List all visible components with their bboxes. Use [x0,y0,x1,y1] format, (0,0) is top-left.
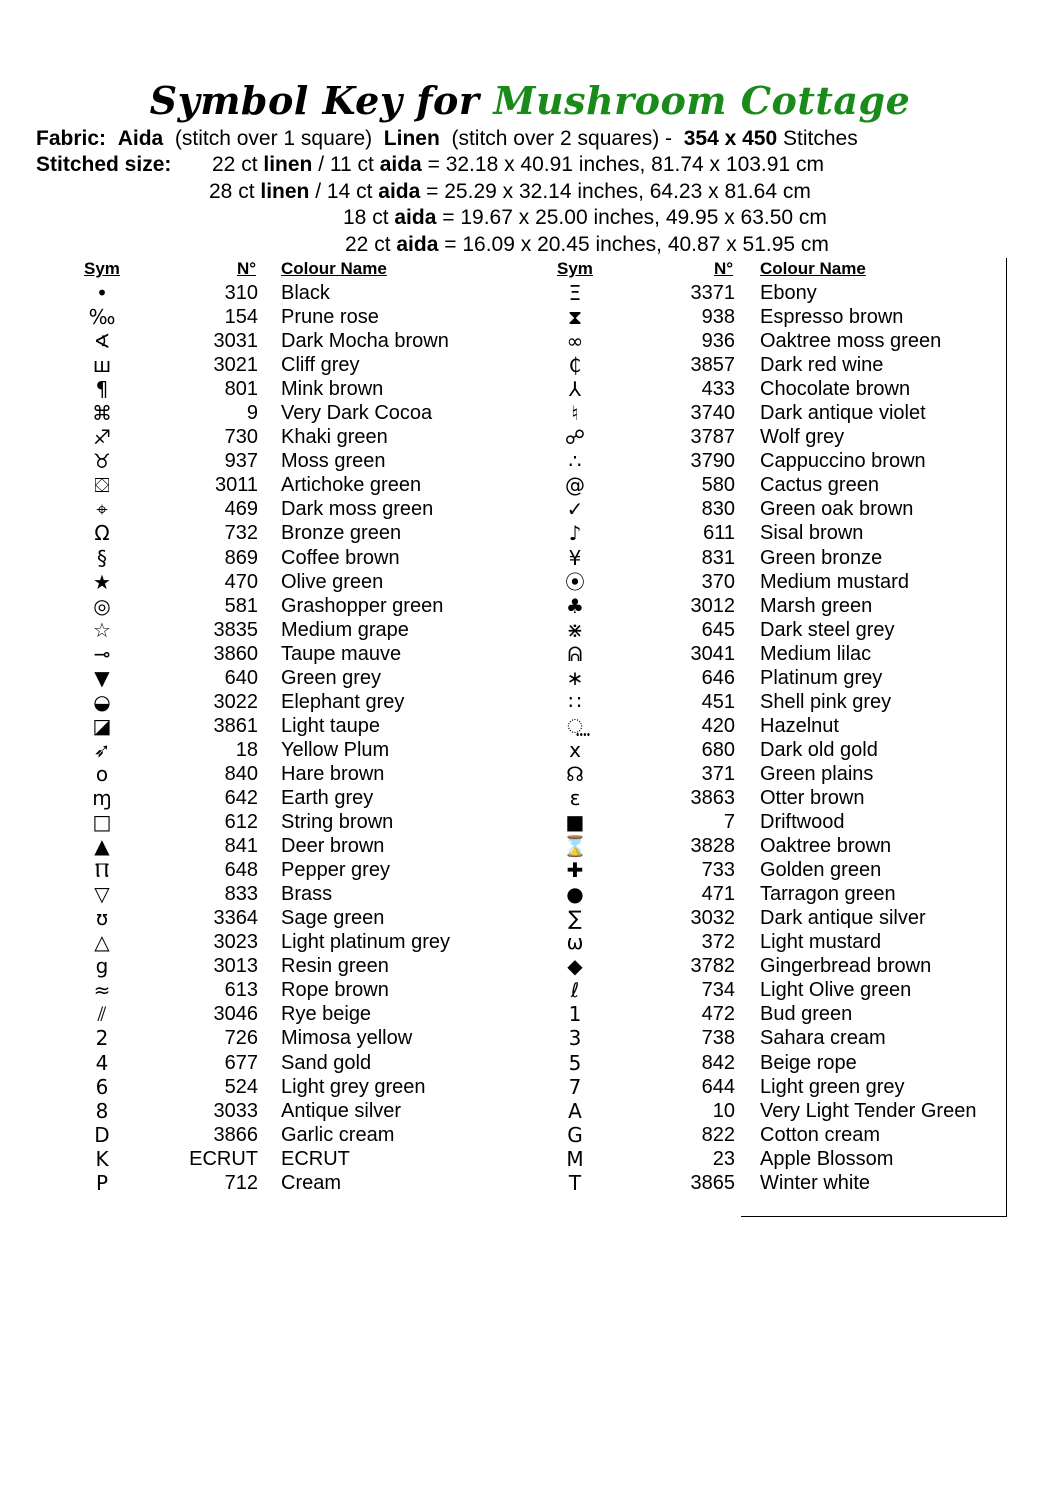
colour-number: 3866 [213,1123,258,1146]
stitch-word: Stitches [783,127,858,150]
colour-number: 648 [224,859,258,882]
colour-number: 3364 [213,907,258,930]
symbol-glyph: ♣ [566,593,584,618]
colour-number: 646 [701,666,735,689]
fabric-aida-note: (stitch over 1 square) [174,127,373,150]
symbol-glyph: ✚ [566,858,584,883]
colour-name: Beige rope [760,1051,857,1074]
size-3-count: 18 ct [343,206,389,229]
symbol-glyph: ∗ [566,665,584,690]
colour-name: Brass [281,883,333,906]
colour-number: 451 [701,690,735,713]
colour-number: 842 [701,1051,735,1074]
colour-name: Gingerbread brown [760,955,932,978]
colour-name: Yellow Plum [281,738,390,761]
colour-name: Apple Blossom [760,1147,894,1170]
symbol-glyph: ☍ [564,425,586,450]
symbol-glyph: 4 [95,1050,109,1075]
colour-name: Dark moss green [281,498,434,521]
colour-name: Ebony [760,282,817,304]
size-3-fabric: aida [394,206,437,229]
colour-number: 370 [701,570,735,593]
symbol-glyph: 8 [95,1098,109,1123]
symbol-glyph: ◎ [93,593,111,618]
symbol-glyph: ℓ [570,978,580,1003]
colour-name: String brown [281,811,394,834]
colour-name: Light platinum grey [281,931,450,954]
colour-name: Dark old gold [760,738,878,761]
symbol-glyph: M [566,1146,584,1171]
colour-name: Grashopper green [281,594,444,617]
fabric-line [36,126,858,152]
colour-number: 677 [224,1051,258,1074]
size-3-dimensions: = 19.67 x 25.00 inches, 49.95 x 63.50 cm [442,206,827,229]
symbol-glyph: ⋇ [566,617,584,642]
colour-number: 3013 [213,955,258,978]
colour-name: Prune rose [281,306,379,329]
colour-name: Elephant grey [281,690,405,713]
size-line-1 [212,152,824,178]
size-4-count: 22 ct [345,233,391,256]
size-1-fabric: linen [263,153,313,176]
stitched-size-label [36,152,171,178]
colour-number: 738 [701,1027,735,1050]
size-line-3 [343,205,827,231]
colour-number: 730 [224,426,258,449]
colour-name: Dark antique silver [760,907,926,930]
colour-name: Black [281,282,330,304]
colour-name: Winter white [760,1171,871,1194]
symbol-glyph: ∢ [93,329,111,354]
colour-name: Garlic cream [281,1123,395,1146]
colour-number: 472 [701,1003,735,1026]
colour-number: 3835 [213,618,258,641]
colour-name: ECRUT [281,1147,350,1170]
symbol-glyph: ⛋ [94,473,110,498]
colour-name: Medium lilac [760,642,872,665]
symbol-glyph: A [568,1098,582,1123]
colour-number: 938 [701,306,735,329]
symbol-glyph: 1 [568,1002,582,1027]
symbol-glyph: ⵿ [567,713,583,738]
colour-name: Wolf grey [760,426,845,449]
colour-name: Cappuccino brown [760,450,926,473]
left-header-num: N° [237,259,257,278]
colour-name: Light Olive green [760,979,912,1002]
colour-name: Earth grey [281,786,374,809]
colour-name: Deer brown [281,835,385,858]
colour-name: Dark steel grey [760,618,895,641]
colour-name: Cliff grey [281,354,360,377]
symbol-glyph: Ω [94,521,110,546]
colour-name: Taupe mauve [281,642,402,665]
stitch-count: 354 x 450 [683,127,778,150]
colour-number: 471 [701,883,735,906]
colour-name: Very Dark Cocoa [281,402,433,425]
symbol-glyph: ♐ [93,425,111,450]
colour-number: 23 [712,1147,735,1170]
colour-name: Resin green [281,955,389,978]
symbol-glyph: ◆ [567,954,583,979]
colour-number: 645 [701,618,735,641]
colour-name: Marsh green [760,594,873,617]
size-2-fabric: linen [260,180,310,203]
colour-number: 3782 [690,955,735,978]
colour-number: 680 [701,738,735,761]
symbol-glyph: 3 [568,1026,582,1051]
symbol-glyph: P [95,1170,109,1195]
colour-number: 420 [701,714,735,737]
fabric-label: Fabric: [36,127,107,150]
symbol-glyph: ◒ [93,689,111,714]
colour-number: 580 [701,474,735,497]
colour-number: 833 [224,883,258,906]
symbol-glyph: ▽ [94,882,110,907]
size-line-4 [345,232,829,258]
right-header-name: Colour Name [760,259,866,278]
colour-number: 726 [224,1027,258,1050]
colour-name: Medium mustard [760,570,909,593]
colour-number: 3861 [213,714,258,737]
symbol-glyph: ⌘ [92,401,112,426]
colour-name: Dark red wine [760,354,884,377]
symbol-glyph: ¶ [95,377,109,402]
colour-name: Otter brown [760,786,865,809]
colour-name: Pepper grey [281,859,390,882]
colour-number: 524 [224,1075,258,1098]
symbol-glyph: ⌖ [96,497,108,522]
colour-name: Mimosa yellow [281,1027,413,1050]
colour-name: Green grey [281,666,382,689]
symbol-glyph: ♮ [571,401,579,426]
colour-number: 470 [224,570,258,593]
colour-name: Light green grey [760,1075,905,1098]
symbol-glyph: ⊸ [93,641,111,666]
symbol-glyph: • [96,281,108,305]
symbol-glyph: ✓ [566,497,584,522]
fabric-linen-note: (stitch over 2 squares) - [451,127,673,150]
colour-number: 7 [723,811,735,834]
colour-name: Artichoke green [281,474,422,497]
colour-number: 732 [224,522,258,545]
colour-name: Dark Mocha brown [281,330,449,353]
symbol-glyph: ∞ [566,329,584,354]
colour-number: 3863 [690,786,735,809]
colour-number: 3023 [213,931,258,954]
border-bottom-line [741,1216,1007,1217]
symbol-glyph: § [97,545,107,570]
colour-number: 869 [224,546,258,569]
page-title [0,78,1060,123]
colour-name: Bronze green [281,522,402,545]
symbol-glyph: ➶ [93,737,111,762]
symbol-glyph: ɛ [569,785,581,810]
colour-name: Hare brown [281,762,385,785]
colour-number: 830 [701,498,735,521]
colour-number: 822 [701,1123,735,1146]
symbol-glyph: ‰ [88,305,116,330]
size-1-count: 22 ct [212,153,258,176]
symbol-glyph: ◪ [92,713,112,738]
colour-number: 640 [224,666,258,689]
colour-number: 3021 [213,354,258,377]
colour-name: Oaktree brown [760,835,892,858]
colour-number: 840 [224,762,258,785]
symbol-glyph: □ [92,810,112,835]
colour-name: Antique silver [281,1099,402,1122]
symbol-glyph: ₵ [568,353,582,378]
right-header-sym: Sym [557,259,593,278]
symbol-glyph: ■ [565,810,585,835]
size-2-count: 28 ct [209,180,255,203]
colour-name: Oaktree moss green [760,330,942,353]
colour-number: 3032 [690,907,735,930]
symbol-glyph: ☆ [93,617,111,642]
size-1-count2: / 11 ct [318,153,374,176]
size-4-dimensions: = 16.09 x 20.45 inches, 40.87 x 51.95 cm [444,233,829,256]
colour-name: Moss green [281,450,386,473]
colour-number: 3033 [213,1099,258,1122]
symbol-glyph: Ⲡ [94,858,110,883]
colour-number: 3022 [213,690,258,713]
colour-name: Light mustard [760,931,882,954]
colour-number: 3046 [213,1003,258,1026]
symbol-glyph: ★ [93,569,111,594]
symbol-glyph: D [94,1122,110,1147]
symbol-glyph: ⅄ [568,377,582,402]
symbol-glyph: ♪ [568,521,582,546]
border-vertical-line [1006,258,1007,1216]
symbol-glyph: ♉ [93,449,111,474]
colour-number: 9 [246,402,258,425]
symbol-glyph: ▲ [94,834,110,859]
colour-number: 937 [224,450,258,473]
colour-name: Dark antique violet [760,402,926,425]
colour-number: 3012 [690,594,735,617]
symbol-glyph: K [95,1146,109,1171]
colour-number: 3857 [690,354,735,377]
colour-number: 3860 [213,642,258,665]
colour-name: Espresso brown [760,306,904,329]
right-header-num: N° [714,259,734,278]
colour-number: 581 [224,594,258,617]
colour-name: Green bronze [760,546,883,569]
symbol-glyph: @ [565,473,585,498]
colour-name: Rope brown [281,979,389,1002]
symbol-glyph: 7 [568,1074,582,1099]
size-1-fabric2: aida [379,153,422,176]
symbol-glyph: ⦿ [565,569,585,594]
symbol-glyph: 2 [95,1026,109,1051]
colour-number: ECRUT [189,1147,258,1170]
colour-name: Tarragon green [760,883,896,906]
colour-name: Cream [281,1171,342,1194]
colour-number: 371 [701,762,735,785]
symbol-glyph: ш [92,353,112,378]
symbol-glyph: 5 [568,1050,582,1075]
colour-number: 3740 [690,402,735,425]
colour-name: Driftwood [760,811,845,834]
symbol-glyph: g [95,954,109,979]
fabric-aida: Aida [117,127,164,150]
symbol-glyph: △ [94,930,110,955]
symbol-glyph: ω [566,930,584,955]
symbol-glyph: ☊ [566,761,584,786]
colour-name: Medium grape [281,618,409,641]
colour-number: 3031 [213,330,258,353]
size-2-dimensions: = 25.29 x 32.14 inches, 64.23 x 81.64 cm [426,180,811,203]
symbol-glyph: ∴ [568,449,582,474]
colour-name: Green oak brown [760,498,914,521]
colour-number: 712 [224,1171,258,1194]
symbol-glyph: ⫽ [97,1002,107,1027]
left-header-sym: Sym [84,259,120,278]
symbol-glyph: ⧗ [567,305,583,330]
colour-number: 3828 [690,835,735,858]
symbol-glyph: Ξ [568,281,582,305]
colour-name: Sahara cream [760,1027,886,1050]
colour-number: 18 [235,738,258,761]
colour-number: 613 [224,979,258,1002]
colour-name: Platinum grey [760,666,883,689]
symbol-glyph: ᕱ [567,641,583,666]
colour-number: 734 [701,979,735,1002]
colour-number: 611 [703,522,735,545]
colour-name: Golden green [760,859,882,882]
title-prefix: Symbol Key for [149,78,480,123]
symbol-glyph: ʊ [95,906,109,931]
colour-number: 733 [701,859,735,882]
colour-number: 3041 [690,642,735,665]
colour-number: 372 [701,931,735,954]
colour-number: 936 [701,330,735,353]
symbol-glyph: 6 [95,1074,109,1099]
colour-name: Mink brown [281,378,384,401]
colour-number: 801 [224,378,258,401]
symbol-glyph: ∷ [568,689,582,714]
colour-number: 154 [224,306,258,329]
symbol-glyph: ∑ [568,906,582,931]
colour-name: Green plains [760,762,874,785]
symbol-glyph: T [568,1170,582,1195]
colour-number: 3787 [690,426,735,449]
colour-name: Sand gold [281,1051,372,1074]
colour-number: 841 [224,835,258,858]
size-1-dimensions: = 32.18 x 40.91 inches, 81.74 x 103.91 cm [427,153,824,176]
colour-number: 612 [224,811,258,834]
title-pattern-name: Mushroom Cottage [493,78,911,123]
size-4-fabric: aida [396,233,439,256]
colour-name: Light taupe [281,714,380,737]
size-line-2 [209,179,811,205]
symbol-glyph: ≈ [93,978,111,1003]
colour-name: Rye beige [281,1003,372,1026]
fabric-linen: Linen [383,127,440,150]
colour-name: Chocolate brown [760,378,911,401]
colour-name: Sisal brown [760,522,864,545]
colour-number: 831 [701,546,735,569]
colour-name: Khaki green [281,426,388,449]
symbol-glyph: o [95,761,109,786]
symbol-glyph: ⌛ [562,834,588,859]
symbol-glyph: ɱ [92,785,112,810]
colour-number: 469 [224,498,258,521]
stitched-label-text: Stitched size: [36,153,172,176]
colour-name: Shell pink grey [760,690,892,713]
colour-number: 644 [701,1075,735,1098]
colour-name: Bud green [760,1003,853,1026]
colour-number: 3790 [690,450,735,473]
colour-number: 3011 [214,474,258,497]
left-header-name: Colour Name [281,259,387,278]
symbol-glyph: ▼ [94,665,110,690]
colour-name: Cactus green [760,474,879,497]
symbol-glyph: ¥ [568,545,582,570]
size-2-count2: / 14 ct [315,180,373,203]
symbol-glyph: x [569,737,581,762]
symbol-glyph: G [567,1122,583,1147]
colour-name: Light grey green [281,1075,426,1098]
colour-name: Sage green [281,907,385,930]
symbol-glyph: ● [566,882,584,907]
colour-number: 10 [712,1099,735,1122]
colour-name: Coffee brown [281,546,400,569]
colour-name: Cotton cream [760,1123,881,1146]
size-2-fabric2: aida [378,180,421,203]
colour-name: Very Light Tender Green [760,1099,977,1122]
colour-number: 3865 [690,1171,735,1194]
colour-number: 3371 [690,282,735,304]
colour-name: Olive green [281,570,384,593]
colour-number: 642 [224,786,258,809]
colour-number: 433 [701,378,735,401]
colour-name: Hazelnut [760,714,839,737]
colour-number: 310 [224,282,258,304]
